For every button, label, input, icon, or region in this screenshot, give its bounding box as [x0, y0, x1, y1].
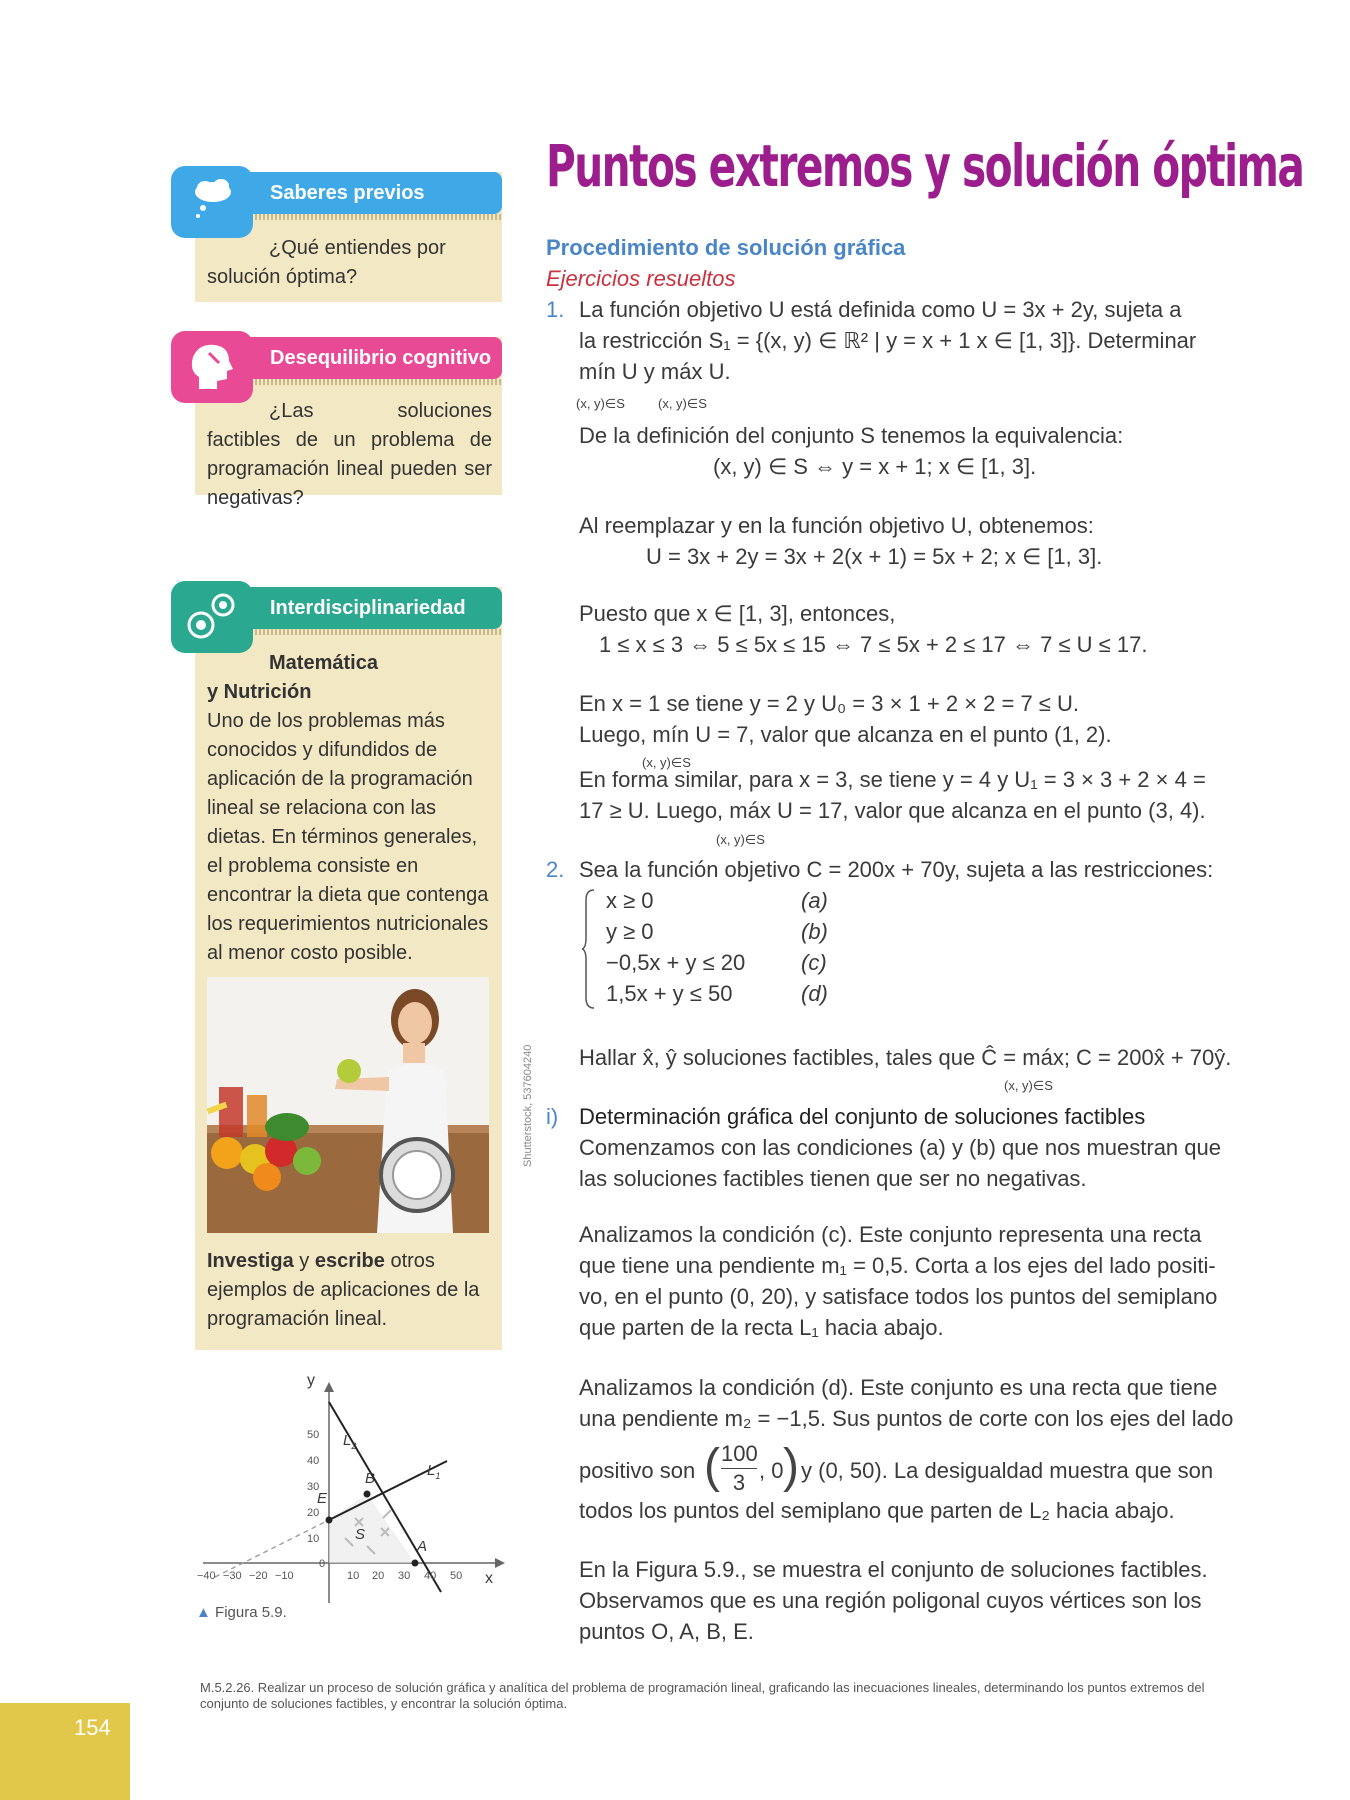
- interdisciplinariedad-box: [195, 587, 534, 1350]
- exercise-1-number: 1.: [546, 297, 565, 322]
- inter-text: Uno de los problemas más conocidos y difundidos de aplicación de la programación lineal se relaciona con las dietas. En términos generales, el problema consiste en encontrar la dieta que contenga los requerimientos nutricionales al menor costo posible.: [207, 710, 489, 964]
- x-tick-labels: −40 −30 −20 −10 0 10 20 30 40 50: [197, 1558, 463, 1582]
- exercise-1-statement: La función objetivo U está definida como U = 3x + 2y, sujeta a la restricción S₁ = {(x, y) ∈ ℝ² | y = x + 1 x ∈ [1, 3]}. Determinar mín U y máx U.: [579, 297, 1197, 384]
- nutrition-photo: [207, 977, 489, 1233]
- triangle-marker-icon: ▲: [196, 1604, 211, 1621]
- min-subscript-2: (x, y)∈S: [642, 755, 691, 770]
- max-subscript-2: (x, y)∈S: [716, 832, 765, 847]
- x-axis-label: x: [485, 1570, 493, 1587]
- evaluation-text: En x = 1 se tiene y = 2 y U₀ = 3 × 1 + 2 × 2 = 7 ≤ U. Luego, mín U = 7, valor que alcanza en el punto (1, 2).: [579, 691, 1112, 747]
- replace-text: Al reemplazar y en la función objetivo U, obtenemos:: [579, 513, 1094, 538]
- max-subscript-3: (x, y)∈S: [1004, 1078, 1053, 1093]
- y-tick-labels: 10 20 30 40 50: [307, 1429, 320, 1545]
- point-b-label: B: [365, 1470, 376, 1487]
- section-heading: Procedimiento de solución gráfica: [546, 235, 906, 260]
- page-title: Puntos extremos y solución óptima: [546, 132, 1304, 200]
- line-l1-label: $L_1$: [427, 1462, 441, 1481]
- inequality-chain: 1 ≤ x ≤ 3 ⇔ 5 ≤ 5x ≤ 15 ⇔ 7 ≤ 5x + 2 ≤ 17 ⇔ 7 ≤ U ≤ 17.: [599, 632, 1148, 657]
- figure-caption: ▲ Figura 5.9.: [196, 1604, 287, 1621]
- desequilibrio-text: ¿Las soluciones factibles de un problema de programación lineal pueden ser negativas?: [207, 400, 492, 509]
- equivalence-formula: (x, y) ∈ S ⇔ y = x + 1; x ∈ [1, 3].: [713, 454, 1037, 479]
- max-subscript: (x, y)∈S: [658, 396, 707, 411]
- find-statement: Hallar x̂, ŷ soluciones factibles, tales que Ĉ = máx; C = 200x̂ + 70ŷ.: [579, 1045, 1232, 1070]
- inter-task: Investiga y escribe otros ejemplos de aplicaciones de la programación lineal.: [207, 1250, 480, 1330]
- system-brace: [582, 888, 596, 1010]
- saberes-previos-text: ¿Qué entiendes por solución óptima?: [207, 237, 446, 288]
- inter-subtitle: Matemática y Nutrición: [207, 652, 378, 703]
- line-l2-label: $L_2$: [343, 1432, 357, 1451]
- photo-credit: Shutterstock, 537604240: [522, 1044, 534, 1167]
- exercises-heading: Ejercicios resueltos: [546, 266, 736, 291]
- head-profile-icon: [171, 331, 253, 403]
- part-i-title: Determinación gráfica del conjunto de soluciones factibles: [579, 1104, 1146, 1129]
- page-number: 154: [74, 1715, 111, 1740]
- saberes-previos-box: [195, 172, 502, 302]
- point-e-label: E: [317, 1490, 328, 1507]
- figure-reference-text: En la Figura 5.9., se muestra el conjunto de soluciones factibles. Observamos que es una región poligonal cuyos vértices son los puntos O, A, B, E.: [579, 1557, 1208, 1644]
- part-i-number: i): [546, 1104, 559, 1129]
- desequilibrio-box: [195, 337, 502, 509]
- definition-text: De la definición del conjunto S tenemos la equivalencia:: [579, 423, 1124, 448]
- similar-text: En forma similar, para x = 3, se tiene y = 4 y U₁ = 3 × 3 + 2 × 4 = 17 ≥ U. Luego, máx U = 17, valor que alcanza en el punto (3, 4).: [579, 767, 1206, 823]
- condition-c-text: Analizamos la condición (c). Este conjunto representa una recta que tiene una pendiente m₁ = 0,5. Corta a los ejes del lado positi- vo, en el punto (0, 20), y satisface todos los puntos del semiplano que parten de la recta L₁ hacia abajo.: [579, 1222, 1218, 1340]
- constraints-list: x ≥ 0 (a) y ≥ 0 (b) −0,5x + y ≤ 20 (c) 1,5x + y ≤ 50 (d): [606, 888, 828, 1006]
- half-plane-text: todos los puntos del semiplano que parten de L₂ hacia abajo.: [579, 1498, 1175, 1523]
- exercise-2-statement: Sea la función objetivo C = 200x + 70y, sujeta a las restricciones:: [579, 857, 1214, 882]
- since-text: Puesto que x ∈ [1, 3], entonces,: [579, 601, 896, 626]
- target-rings-icon: [171, 581, 253, 653]
- part-i-text: Comenzamos con las condiciones (a) y (b) que nos muestran que las soluciones factibles tienen que ser no negativas.: [579, 1135, 1221, 1191]
- curriculum-footnote: M.5.2.26. Realizar un proceso de solución gráfica y analítica del problema de programación lineal, graficando las inecuaciones lineales, determinando los puntos extremos del conjunto de soluciones factibles, y encontrar la solución óptima.: [200, 1680, 1205, 1711]
- saberes-previos-title: Saberes previos: [270, 182, 425, 204]
- figure-5-9-graph: [195, 1372, 515, 1608]
- point-a-label: A: [417, 1538, 428, 1555]
- region-s-label: S: [355, 1526, 366, 1543]
- exercise-2-number: 2.: [546, 857, 565, 882]
- interdisciplinariedad-title: Interdisciplinariedad: [270, 597, 466, 619]
- desequilibrio-title: Desequilibrio cognitivo: [270, 347, 492, 369]
- u-formula: U = 3x + 2y = 3x + 2(x + 1) = 5x + 2; x ∈ [1, 3].: [646, 544, 1103, 569]
- min-subscript: (x, y)∈S: [576, 396, 625, 411]
- thought-cloud-icon: [171, 166, 253, 238]
- y-axis-label: y: [307, 1372, 315, 1389]
- condition-d-text: Analizamos la condición (d). Este conjunto es una recta que tiene una pendiente m₂ = −1,5. Sus puntos de corte con los ejes del lado: [579, 1375, 1234, 1431]
